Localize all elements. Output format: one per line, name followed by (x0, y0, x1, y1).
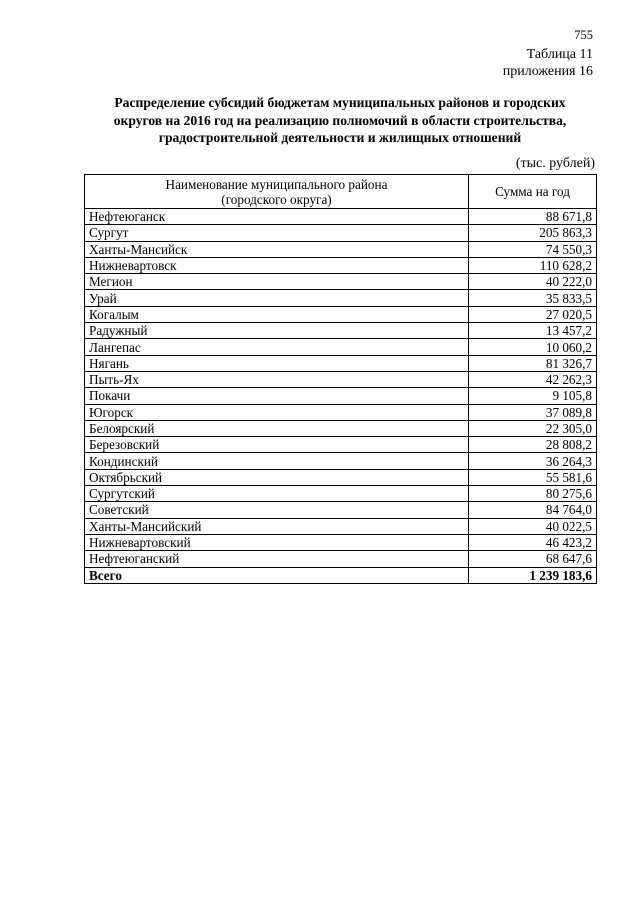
district-name-cell: Березовский (85, 437, 469, 453)
amount-cell: 13 457,2 (469, 323, 597, 339)
amount-cell: 37 089,8 (469, 404, 597, 420)
amount-cell: 10 060,2 (469, 339, 597, 355)
district-name-cell: Мегион (85, 274, 469, 290)
document-title (84, 94, 596, 147)
table-row (85, 209, 597, 225)
table-row (85, 486, 597, 502)
amount-cell: 74 550,3 (469, 241, 597, 257)
district-name-cell: Радужный (85, 323, 469, 339)
table-row (85, 551, 597, 567)
amount-cell: 55 581,6 (469, 469, 597, 485)
district-name-cell: Югорск (85, 404, 469, 420)
table-row (85, 404, 597, 420)
table-row (85, 371, 597, 387)
district-name-cell: Нижневартовский (85, 534, 469, 550)
district-name-cell: Ханты-Мансийск (85, 241, 469, 257)
header-name-cell (85, 175, 469, 209)
table-row (85, 274, 597, 290)
title-line-1: Распределение субсидий бюджетам муниципальных районов и городских (114, 95, 566, 110)
table-row (85, 257, 597, 273)
table-number: Таблица 11 (526, 47, 593, 62)
district-name-cell: Сургутский (85, 486, 469, 502)
subsidy-table (84, 174, 597, 584)
district-name-cell: Октябрьский (85, 469, 469, 485)
table-row (85, 420, 597, 436)
amount-cell: 9 105,8 (469, 388, 597, 404)
district-name-cell: Кондинский (85, 453, 469, 469)
amount-cell: 22 305,0 (469, 420, 597, 436)
amount-cell: 81 326,7 (469, 355, 597, 371)
table-row (85, 534, 597, 550)
amount-cell: 80 275,6 (469, 486, 597, 502)
table-row (85, 453, 597, 469)
district-name-cell: Пыть-Ях (85, 371, 469, 387)
appendix-number: приложения 16 (502, 64, 593, 79)
table-row (85, 518, 597, 534)
table-row (85, 241, 597, 257)
title-line-3: градостроительной деятельности и жилищных отношений (158, 130, 522, 145)
amount-cell: 46 423,2 (469, 534, 597, 550)
district-name-cell: Лангепас (85, 339, 469, 355)
district-name-cell: Нефтеюганский (85, 551, 469, 567)
title-line-2: округов на 2016 год на реализацию полномочий в области строительства, (113, 112, 567, 128)
amount-cell: 40 222,0 (469, 274, 597, 290)
district-name-cell: Сургут (85, 225, 469, 241)
amount-cell: 88 671,8 (469, 209, 597, 225)
amount-cell: 40 022,5 (469, 518, 597, 534)
table-header-row (85, 175, 597, 209)
amount-cell: 68 647,6 (469, 551, 597, 567)
amount-cell: 205 863,3 (469, 225, 597, 241)
amount-cell: 36 264,3 (469, 453, 597, 469)
table-row (85, 290, 597, 306)
table-row (85, 437, 597, 453)
amount-cell: 110 628,2 (469, 257, 597, 273)
table-row (85, 323, 597, 339)
table-row (85, 225, 597, 241)
table-row (85, 306, 597, 322)
header-amount-cell: Сумма на год (469, 175, 597, 209)
amount-cell: 28 808,2 (469, 437, 597, 453)
amount-cell: 35 833,5 (469, 290, 597, 306)
table-body (85, 209, 597, 584)
table-row (85, 355, 597, 371)
district-name-cell: Урай (85, 290, 469, 306)
page-number: 755 (574, 28, 593, 42)
header-name-line-1: Наименование муниципального района (165, 176, 388, 192)
total-label-cell: Всего (85, 567, 469, 583)
total-amount-cell: 1 239 183,6 (469, 567, 597, 583)
district-name-cell: Покачи (85, 388, 469, 404)
table-total-row (85, 567, 597, 583)
district-name-cell: Белоярский (85, 420, 469, 436)
amount-cell: 42 262,3 (469, 371, 597, 387)
table-row (85, 339, 597, 355)
unit-note: (тыс. рублей) (515, 156, 595, 171)
amount-cell: 84 764,0 (469, 502, 597, 518)
amount-cell: 27 020,5 (469, 306, 597, 322)
table-row (85, 502, 597, 518)
table-row (85, 469, 597, 485)
table-row (85, 388, 597, 404)
table-reference (503, 46, 593, 80)
district-name-cell: Советский (85, 502, 469, 518)
district-name-cell: Когалым (85, 306, 469, 322)
district-name-cell: Нижневартовск (85, 257, 469, 273)
district-name-cell: Нефтеюганск (85, 209, 469, 225)
district-name-cell: Нягань (85, 355, 469, 371)
district-name-cell: Ханты-Мансийский (85, 518, 469, 534)
header-name-line-2: (городского округа) (221, 191, 332, 207)
